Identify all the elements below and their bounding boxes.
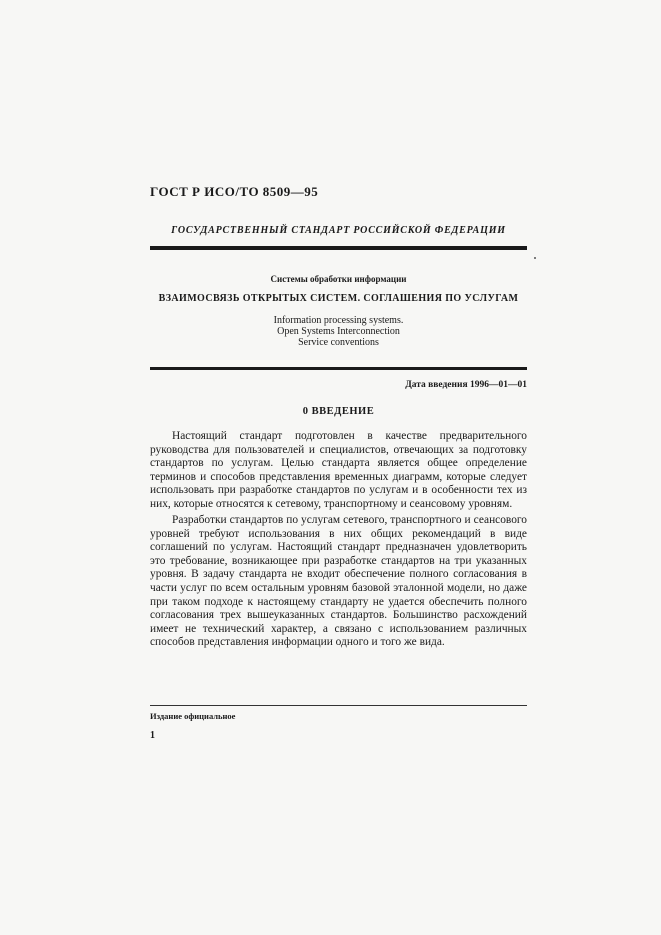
footer-divider: [150, 705, 527, 706]
scan-speck: [534, 257, 536, 259]
english-title-line: Information processing systems.: [273, 315, 404, 326]
paragraph: Настоящий стандарт подготовлен в качестве предварительного руководства для пользователей и специалистов, отвечающих за подготовку стандартов по услугам. Целью стандарта является общее определение терминов и способов представления временных диаграмм, которые следует использовать при разработке стандартов по услугам и в особенности тех из них, которые относятся к сетевому, транспортному и сеансовому уровням.: [150, 430, 527, 510]
english-title-line: Open Systems Interconnection: [277, 326, 400, 337]
middle-divider: [150, 367, 527, 370]
top-divider: [150, 246, 527, 250]
introduction-date: Дата введения 1996—01—01: [405, 380, 527, 390]
main-title: ВЗАИМОСВЯЗЬ ОТКРЫТЫХ СИСТЕМ. СОГЛАШЕНИЯ ПО УСЛУГАМ: [158, 293, 519, 304]
standard-code: ГОСТ Р ИСО/ТО 8509—95: [150, 184, 319, 199]
systems-subtitle: Системы обработки информации: [270, 274, 407, 284]
english-title-line: Service conventions: [298, 337, 379, 348]
english-title-block: [150, 315, 527, 348]
paragraph: Разработки стандартов по услугам сетевого, транспортного и сеансового уровней требуют использования в них общих рекомендаций в виде соглашений по услугам. Настоящий стандарт предназначен удовлетворить это требование, возникающее при разработке стандартов на три указанных уровня. В задачу стандарта не входит обеспечение полного согласования в части услуг по всем остальным уровням базовой эталонной модели, но даже при таком подходе к настоящему стандарту не удается обеспечить полного согласования трех вышеуказанных стандартов. Большинство расхождений имеет не технический характер, а связано с использованием различных способов представления информации одного и того же вида.: [150, 514, 527, 649]
state-standard-title: ГОСУДАРСТВЕННЫЙ СТАНДАРТ РОССИЙСКОЙ ФЕДЕРАЦИИ: [171, 225, 506, 236]
section-heading: 0 ВВЕДЕНИЕ: [302, 406, 375, 417]
official-edition-label: Издание официальное: [150, 711, 236, 721]
page-number: 1: [150, 730, 155, 741]
